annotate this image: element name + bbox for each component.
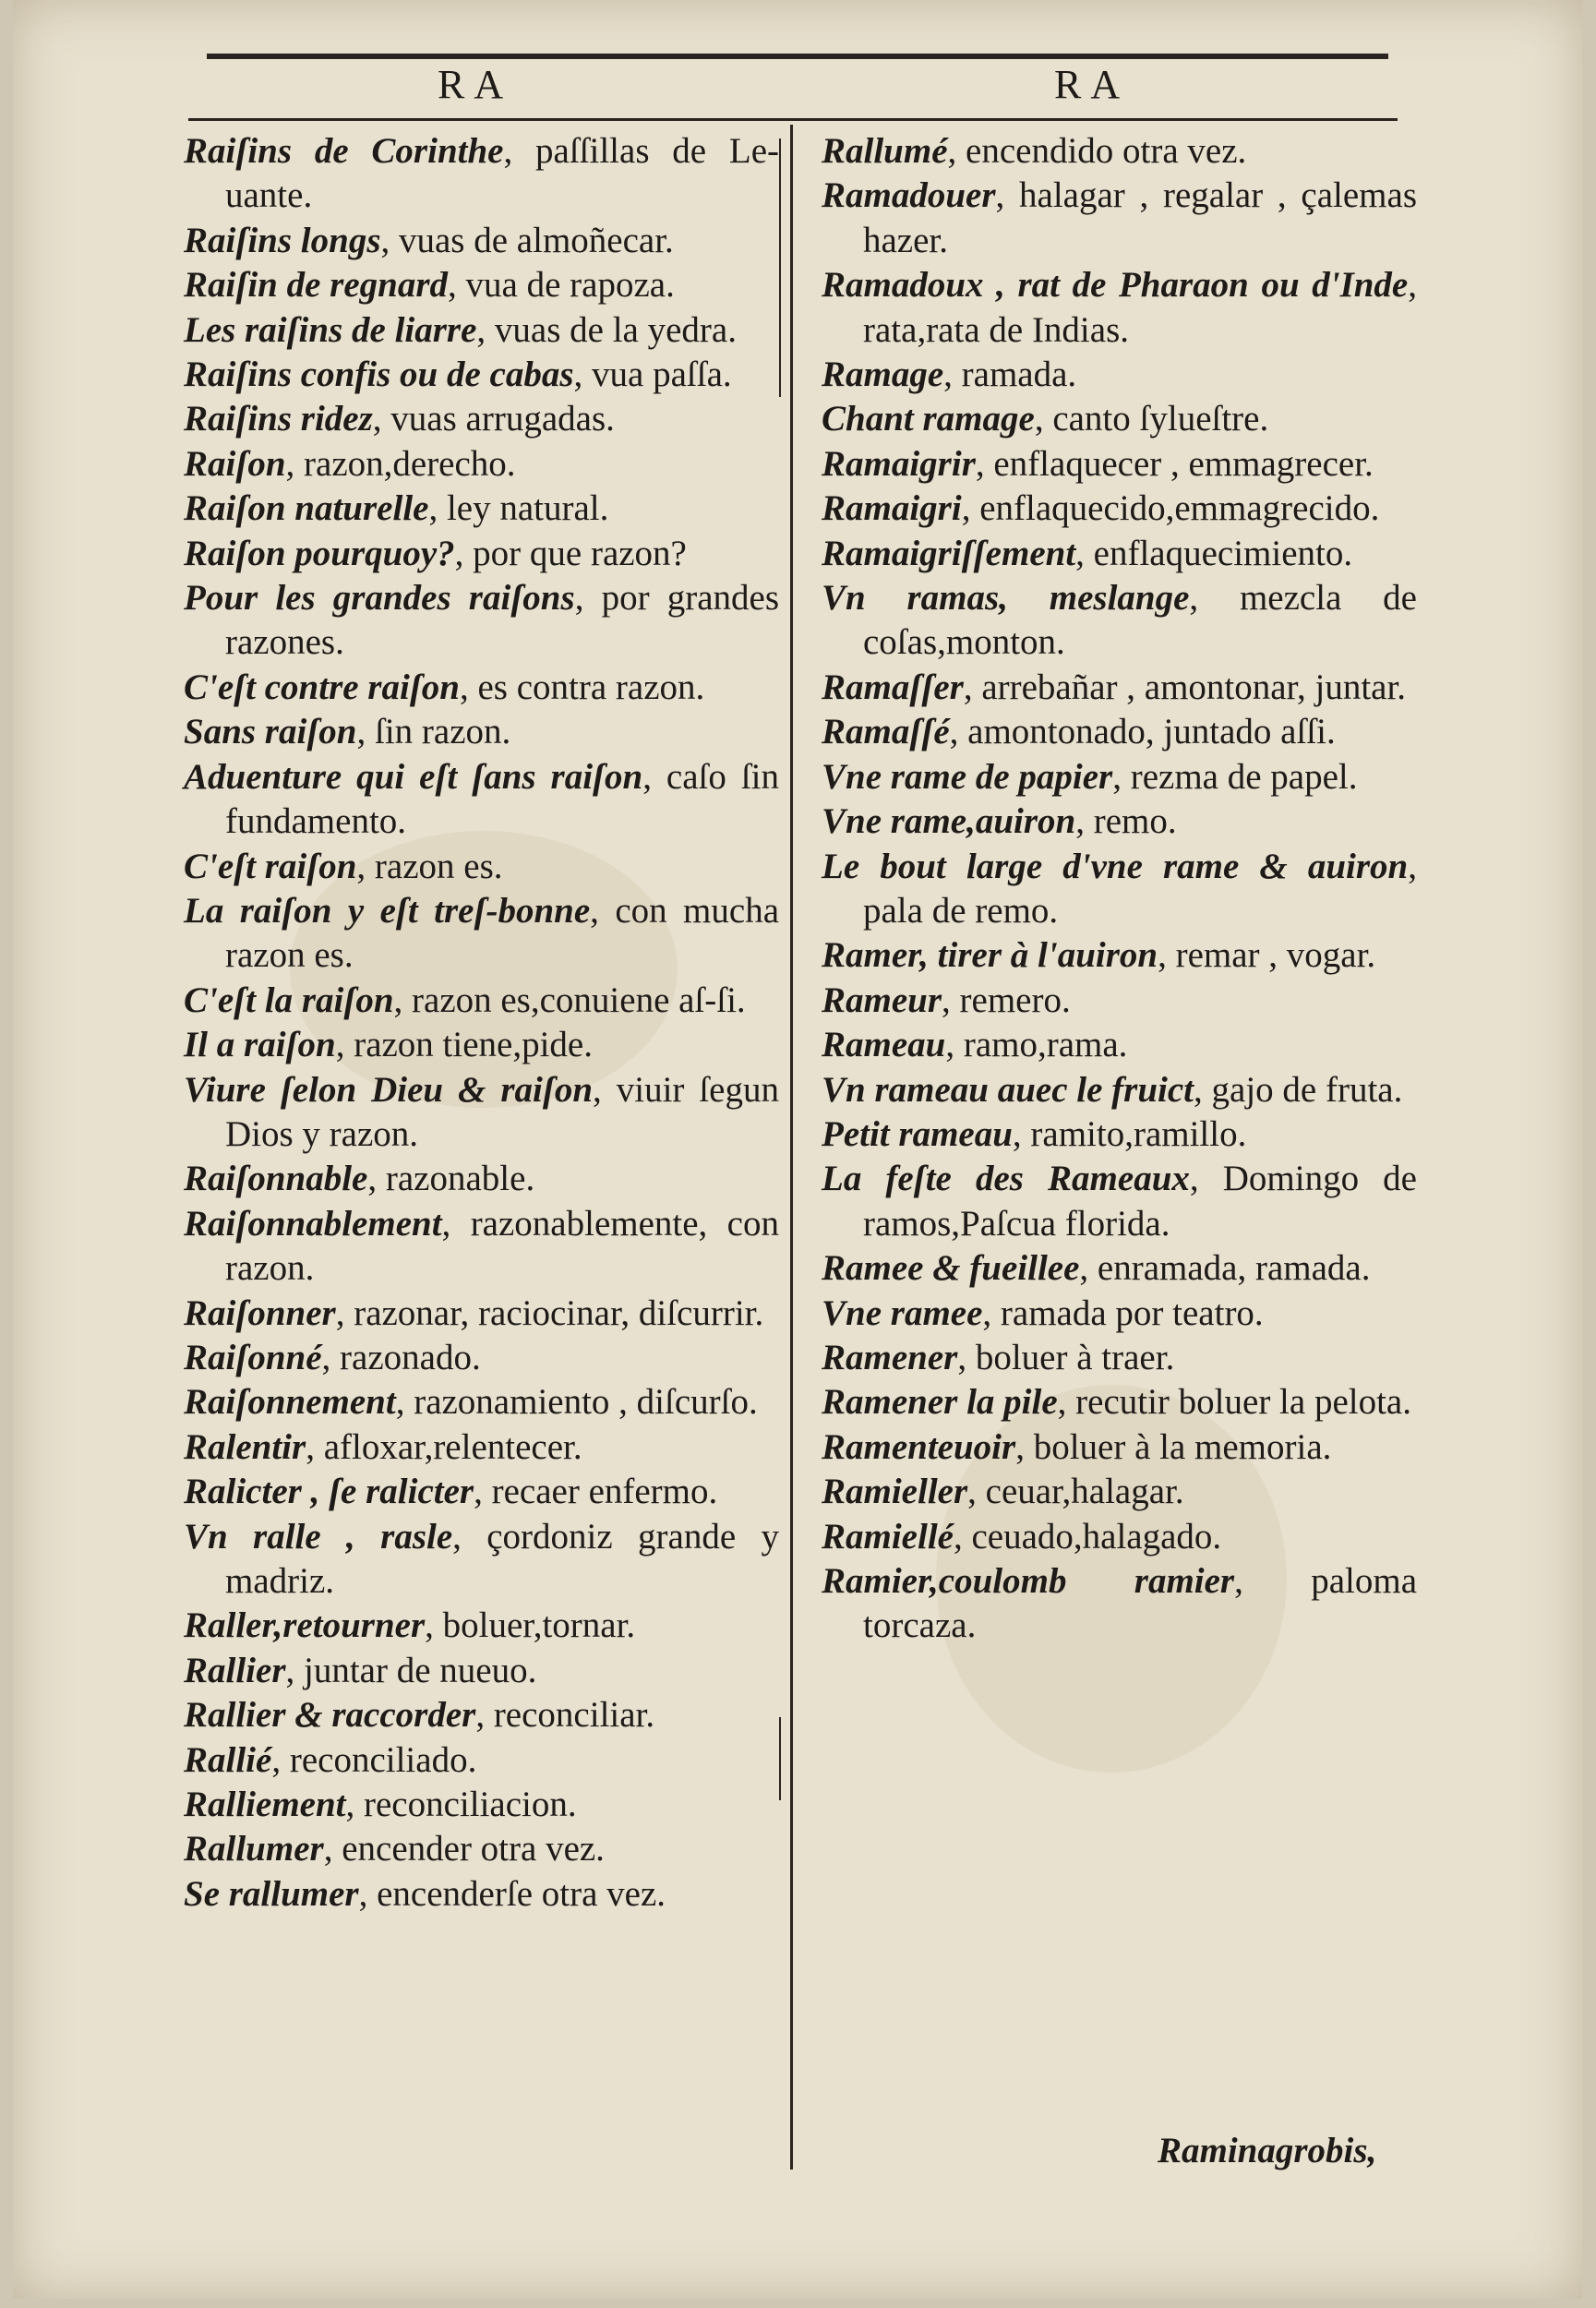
entry-gloss: çordoniz grande y madriz. <box>225 1516 779 1601</box>
dictionary-entry: Vn ralle , rasle, çordoniz grande y madriz. <box>184 1516 779 1601</box>
dictionary-entry: Ramer, tirer à l'auiron, remar , vogar. <box>822 935 1376 976</box>
dictionary-entry: Se rallumer, encenderſe otra vez. <box>184 1873 666 1914</box>
entry-lemma: Vn ralle , rasle <box>184 1516 453 1557</box>
dictionary-entry: C'eſt la raiſon, razon es,conuiene aſ-ſi. <box>184 980 746 1020</box>
entry-lemma: La raiſon y eſt treſ-bonne <box>184 890 591 931</box>
entry-lemma: Ramer, tirer à l'auiron <box>822 935 1158 976</box>
entry-lemma: Ramener la pile <box>822 1382 1058 1423</box>
dictionary-entry: Raiſon naturelle, ley natural. <box>184 488 609 529</box>
entry-lemma: Ramadouer <box>822 175 996 216</box>
dictionary-entry: C'eſt contre raiſon, es contra razon. <box>184 667 705 707</box>
entry-gloss: ceuar,halagar. <box>985 1472 1184 1512</box>
entry-gloss: ceuado,halagado. <box>971 1516 1222 1557</box>
entry-gloss: razonable. <box>385 1159 535 1199</box>
entry-lemma: Les raiſins de liarre <box>184 309 477 350</box>
entry-gloss: arrebañar , amontonar, juntar. <box>981 667 1407 707</box>
entry-lemma: Raiſonner <box>184 1292 336 1333</box>
entry-lemma: Vne rame de papier <box>822 756 1113 797</box>
entry-lemma: Ramener <box>822 1337 958 1377</box>
entry-lemma: Ramaigrir <box>822 443 976 484</box>
entry-lemma: Le bout large d'vne rame & auiron <box>822 846 1409 886</box>
entry-gloss: juntar de nueuo. <box>304 1650 537 1690</box>
dictionary-entry: Viure ſelon Dieu & raiſon, viuir ſegun Dios y razon. <box>184 1069 779 1154</box>
entry-lemma: Ramaſſé <box>822 712 950 752</box>
dictionary-entry: Pour les grandes raiſons, por grandes razones. <box>184 578 780 663</box>
top-rule <box>207 54 1388 59</box>
running-head-right: RA <box>1054 62 1130 107</box>
entry-lemma: Raller,retourner <box>184 1605 426 1646</box>
entry-lemma: Rallié <box>184 1739 272 1780</box>
entry-lemma: Raiſonné <box>184 1337 322 1377</box>
dictionary-entry: Raiſonnablement, razonablemente, con razon. <box>184 1203 779 1289</box>
entry-gloss: rata,rata de Indias. <box>863 309 1130 350</box>
entry-gloss: mezcla de coſas,monton. <box>863 578 1417 663</box>
dictionary-entry: Ramee & fueillee, enramada, ramada. <box>822 1248 1371 1289</box>
entry-lemma: C'eſt la raiſon <box>184 980 394 1020</box>
dictionary-entry: Ramaſſé, amontonado, juntado aſſi. <box>822 712 1336 752</box>
dictionary-entry: Raiſonner, razonar, raciocinar, diſcurrir. <box>184 1292 764 1333</box>
header-rule <box>188 118 1398 121</box>
dictionary-entry: Vn ramas, meslange, mezcla de coſas,monton. <box>822 578 1417 663</box>
entry-gloss: boluer,tornar. <box>442 1605 636 1646</box>
entry-lemma: Raiſon <box>184 443 286 484</box>
entry-lemma: Vne ramee <box>822 1292 983 1333</box>
entry-gloss: ſin razon. <box>375 712 511 752</box>
entry-lemma: Raiſins ridez <box>184 399 373 439</box>
entry-lemma: Raiſin de regnard <box>184 265 449 306</box>
dictionary-entry: Ramaigri, enflaquecido,emmagrecido. <box>822 488 1380 529</box>
entry-gloss: afloxar,relentecer. <box>323 1426 582 1467</box>
entry-gloss: razon es,conuiene aſ-ſi. <box>412 980 746 1020</box>
dictionary-entry: Rallumer, encender otra vez. <box>184 1829 605 1869</box>
entry-lemma: Ramaigriſſement <box>822 533 1076 573</box>
dictionary-entry: Raiſon pourquoy?, por que razon? <box>184 533 687 573</box>
dictionary-entry: Rameur, remero. <box>822 980 1071 1020</box>
entry-lemma: Aduenture qui eſt ſans raiſon <box>184 756 643 797</box>
dictionary-entry: Ramaigrir, enflaquecer , emmagrecer. <box>822 443 1374 484</box>
entry-gloss: ramito,ramillo. <box>1030 1113 1247 1154</box>
dictionary-entry: Raiſon, razon,derecho. <box>184 443 516 484</box>
entry-lemma: Rallumer <box>184 1829 324 1869</box>
entry-gloss: por grandes razones. <box>225 578 780 663</box>
dictionary-entry: Ramenteuoir, boluer à la memoria. <box>822 1426 1332 1467</box>
entry-gloss: razon tiene,pide. <box>354 1025 593 1065</box>
entry-gloss: reconciliado. <box>289 1739 477 1780</box>
entry-lemma: Chant ramage <box>822 399 1035 439</box>
entry-lemma: Raiſon naturelle <box>184 488 429 529</box>
entry-lemma: Se rallumer <box>184 1873 359 1914</box>
left-column <box>184 129 779 1917</box>
dictionary-entry: Rallier & raccorder, reconciliar. <box>184 1695 655 1736</box>
dictionary-entry: Raiſins confis ou de cabas, vua paſſa. <box>184 355 732 395</box>
dictionary-entry: Raiſonnement, razonamiento , diſcurſo. <box>184 1382 758 1423</box>
column-mark <box>779 1717 781 1800</box>
entry-gloss: viuir ſegun Dios y razon. <box>225 1069 779 1154</box>
entry-gloss: vuas de almoñecar. <box>399 220 674 260</box>
entry-lemma: Rallier & raccorder <box>184 1695 476 1736</box>
dictionary-entry: Rallumé, encendido otra vez. <box>822 131 1247 171</box>
dictionary-entry: Petit rameau, ramito,ramillo. <box>822 1113 1247 1154</box>
entry-lemma: Ralentir <box>184 1426 306 1467</box>
dictionary-entry: La feſte des Rameaux, Domingo de ramos,Paſcua florida. <box>822 1159 1417 1244</box>
dictionary-entry: Ramieller, ceuar,halagar. <box>822 1472 1184 1512</box>
dictionary-entry: Vn rameau auec le fruict, gajo de fruta. <box>822 1069 1403 1110</box>
dictionary-entry: Raiſonnable, razonable. <box>184 1159 535 1199</box>
entry-lemma: La feſte des Rameaux <box>822 1159 1190 1199</box>
entry-gloss: ramada por teatro. <box>1000 1292 1264 1333</box>
entry-gloss: remo. <box>1093 801 1177 842</box>
dictionary-entry: La raiſon y eſt treſ-bonne, con mucha razon es. <box>184 890 779 976</box>
dictionary-entry: Ralicter , ſe ralicter, recaer enfermo. <box>184 1472 718 1512</box>
entry-lemma: C'eſt contre raiſon <box>184 667 460 707</box>
running-head-left: RA <box>438 62 513 107</box>
dictionary-entry: Le bout large d'vne rame & auiron, pala de remo. <box>822 846 1417 931</box>
entry-lemma: Ramiellé <box>822 1516 954 1557</box>
entry-lemma: Raiſins de Corinthe <box>184 131 504 171</box>
dictionary-entry: Raiſins longs, vuas de almoñecar. <box>184 220 674 260</box>
entry-gloss: vua de rapoza. <box>465 265 675 306</box>
entry-lemma: Raiſon pourquoy? <box>184 533 455 573</box>
dictionary-entry: Rallié, reconciliado. <box>184 1739 477 1780</box>
entry-lemma: Vn ramas, meslange <box>822 578 1190 619</box>
dictionary-entry: Ralliement, reconciliacion. <box>184 1785 577 1825</box>
dictionary-entry: Vne rame de papier, rezma de papel. <box>822 756 1358 797</box>
entry-lemma: Ramee & fueillee <box>822 1248 1080 1289</box>
dictionary-entry: Ramener, boluer à traer. <box>822 1337 1175 1377</box>
entry-lemma: Ramier,coulomb ramier <box>822 1561 1235 1601</box>
entry-lemma: Ramaigri <box>822 488 962 529</box>
entry-lemma: Raiſonnablement <box>184 1203 442 1244</box>
entry-gloss: pala de remo. <box>863 890 1059 931</box>
entry-gloss: canto ſylueſtre. <box>1052 399 1269 439</box>
dictionary-entry: Ramadouer, halagar , regalar , çalemas hazer. <box>822 175 1417 260</box>
entry-gloss: boluer à la memoria. <box>1033 1426 1332 1467</box>
entry-gloss: rezma de papel. <box>1130 756 1358 797</box>
entry-gloss: encendido otra vez. <box>966 131 1247 171</box>
entry-gloss: ramo,rama. <box>963 1025 1128 1065</box>
entry-gloss: vua paſſa. <box>592 355 732 395</box>
entry-lemma: Rallier <box>184 1650 286 1690</box>
entry-gloss: encender otra vez. <box>342 1829 605 1869</box>
entry-gloss: enflaquecido,emmagrecido. <box>979 488 1380 529</box>
dictionary-entry: Raiſonné, razonado. <box>184 1337 481 1377</box>
entry-lemma: Ramenteuoir <box>822 1426 1016 1467</box>
dictionary-entry: Rallier, juntar de nueuo. <box>184 1650 537 1690</box>
entry-lemma: Viure ſelon Dieu & raiſon <box>184 1069 594 1110</box>
entry-lemma: Ralicter , ſe ralicter <box>184 1472 474 1512</box>
entry-lemma: Ralliement <box>184 1785 346 1825</box>
entry-gloss: razonablemente, con razon. <box>225 1203 779 1289</box>
entry-lemma: Rallumé <box>822 131 948 171</box>
entry-gloss: paſſillas de Le-uante. <box>225 131 780 216</box>
dictionary-entry: Ramaſſer, arrebañar , amontonar, juntar. <box>822 667 1407 707</box>
entry-gloss: ley natural. <box>446 488 609 529</box>
entry-gloss: paloma torcaza. <box>863 1561 1418 1646</box>
entry-gloss: remar , vogar. <box>1175 935 1376 976</box>
dictionary-entry: Raiſin de regnard, vua de rapoza. <box>184 265 675 306</box>
dictionary-entry: Les raiſins de liarre, vuas de la yedra. <box>184 309 737 350</box>
dictionary-entry: Ramier,coulomb ramier, paloma torcaza. <box>822 1561 1418 1646</box>
entry-lemma: Ramage <box>822 355 944 395</box>
dictionary-entry: C'eſt raiſon, razon es. <box>184 846 503 886</box>
entry-lemma: Vne rame,auiron <box>822 801 1076 842</box>
entry-lemma: Rameau <box>822 1025 946 1065</box>
entry-gloss: es contra razon. <box>477 667 705 707</box>
entry-gloss: amontonado, juntado aſſi. <box>967 712 1336 752</box>
dictionary-entry: Ramadoux , rat de Pharaon ou d'Inde, rata,rata de Indias. <box>822 265 1417 350</box>
entry-lemma: Vn rameau auec le fruict <box>822 1069 1194 1110</box>
entry-gloss: razon es. <box>374 846 503 886</box>
entry-gloss: vuas arrugadas. <box>390 399 615 439</box>
dictionary-entry: Sans raiſon, ſin razon. <box>184 712 511 752</box>
entry-gloss: razonar, raciocinar, diſcurrir. <box>354 1292 764 1333</box>
entry-gloss: razonado. <box>340 1337 481 1377</box>
entry-gloss: caſo ſin fundamento. <box>225 756 779 842</box>
entry-gloss: remero. <box>959 980 1071 1020</box>
entry-lemma: Ramadoux , rat de Pharaon ou d'Inde <box>822 265 1409 306</box>
entry-gloss: recutir boluer la pelota. <box>1075 1382 1411 1423</box>
entry-gloss: enflaquecer , emmagrecer. <box>993 443 1374 484</box>
entry-lemma: Raiſins confis ou de cabas <box>184 355 574 395</box>
dictionary-page <box>13 0 1582 2299</box>
entry-lemma: Raiſins longs <box>184 220 381 260</box>
entry-lemma: C'eſt raiſon <box>184 846 357 886</box>
entry-gloss: Domingo de ramos,Paſcua florida. <box>863 1159 1417 1244</box>
entry-lemma: Ramieller <box>822 1472 968 1512</box>
entry-gloss: reconciliacion. <box>364 1785 577 1825</box>
entry-gloss: enramada, ramada. <box>1097 1248 1371 1289</box>
entry-lemma: Il a raiſon <box>184 1025 336 1065</box>
dictionary-entry: Ramage, ramada. <box>822 355 1077 395</box>
entry-gloss: razonamiento , diſcurſo. <box>414 1382 758 1423</box>
dictionary-entry: Chant ramage, canto ſylueſtre. <box>822 399 1269 439</box>
dictionary-entry: Rameau, ramo,rama. <box>822 1025 1128 1065</box>
dictionary-entry: Ramaigriſſement, enflaquecimiento. <box>822 533 1353 573</box>
column-divider <box>790 125 793 2170</box>
dictionary-entry: Raiſins ridez, vuas arrugadas. <box>184 399 615 439</box>
entry-gloss: vuas de la yedra. <box>494 309 737 350</box>
entry-lemma: Pour les grandes raiſons <box>184 578 575 619</box>
dictionary-entry: Raiſins de Corinthe, paſſillas de Le-uante. <box>184 131 780 216</box>
dictionary-entry: Ramiellé, ceuado,halagado. <box>822 1516 1222 1557</box>
entry-gloss: encenderſe otra vez. <box>377 1873 666 1914</box>
dictionary-entry: Ramener la pile, recutir boluer la pelota. <box>822 1382 1411 1423</box>
dictionary-entry: Vne rame,auiron, remo. <box>822 801 1177 842</box>
entry-lemma: Ramaſſer <box>822 667 964 707</box>
entry-gloss: boluer à traer. <box>975 1337 1175 1377</box>
dictionary-entry: Il a raiſon, razon tiene,pide. <box>184 1025 593 1065</box>
column-mark <box>779 138 781 397</box>
dictionary-entry: Raller,retourner, boluer,tornar. <box>184 1605 636 1646</box>
dictionary-entry: Aduenture qui eſt ſans raiſon, caſo ſin fundamento. <box>184 756 779 842</box>
entry-gloss: por que razon? <box>473 533 687 573</box>
entry-gloss: con mucha razon es. <box>225 890 779 976</box>
entry-gloss: gajo de fruta. <box>1211 1069 1403 1110</box>
entry-gloss: enflaquecimiento. <box>1093 533 1353 573</box>
dictionary-entry: Ralentir, afloxar,relentecer. <box>184 1426 582 1467</box>
right-column <box>822 129 1417 1649</box>
dictionary-entry: Vne ramee, ramada por teatro. <box>822 1292 1264 1333</box>
entry-lemma: Sans raiſon <box>184 712 357 752</box>
entry-gloss: halagar , regalar , çalemas hazer. <box>863 175 1417 260</box>
entry-lemma: Petit rameau <box>822 1113 1013 1154</box>
entry-lemma: Rameur <box>822 980 942 1020</box>
entry-gloss: razon,derecho. <box>304 443 516 484</box>
entry-lemma: Raiſonnable <box>184 1159 368 1199</box>
entry-gloss: ramada. <box>961 355 1077 395</box>
entry-lemma: Raiſonnement <box>184 1382 396 1423</box>
entry-gloss: reconciliar. <box>493 1695 655 1736</box>
catchword: Raminagrobis, <box>1158 2131 1377 2170</box>
entry-gloss: recaer enfermo. <box>491 1472 718 1512</box>
